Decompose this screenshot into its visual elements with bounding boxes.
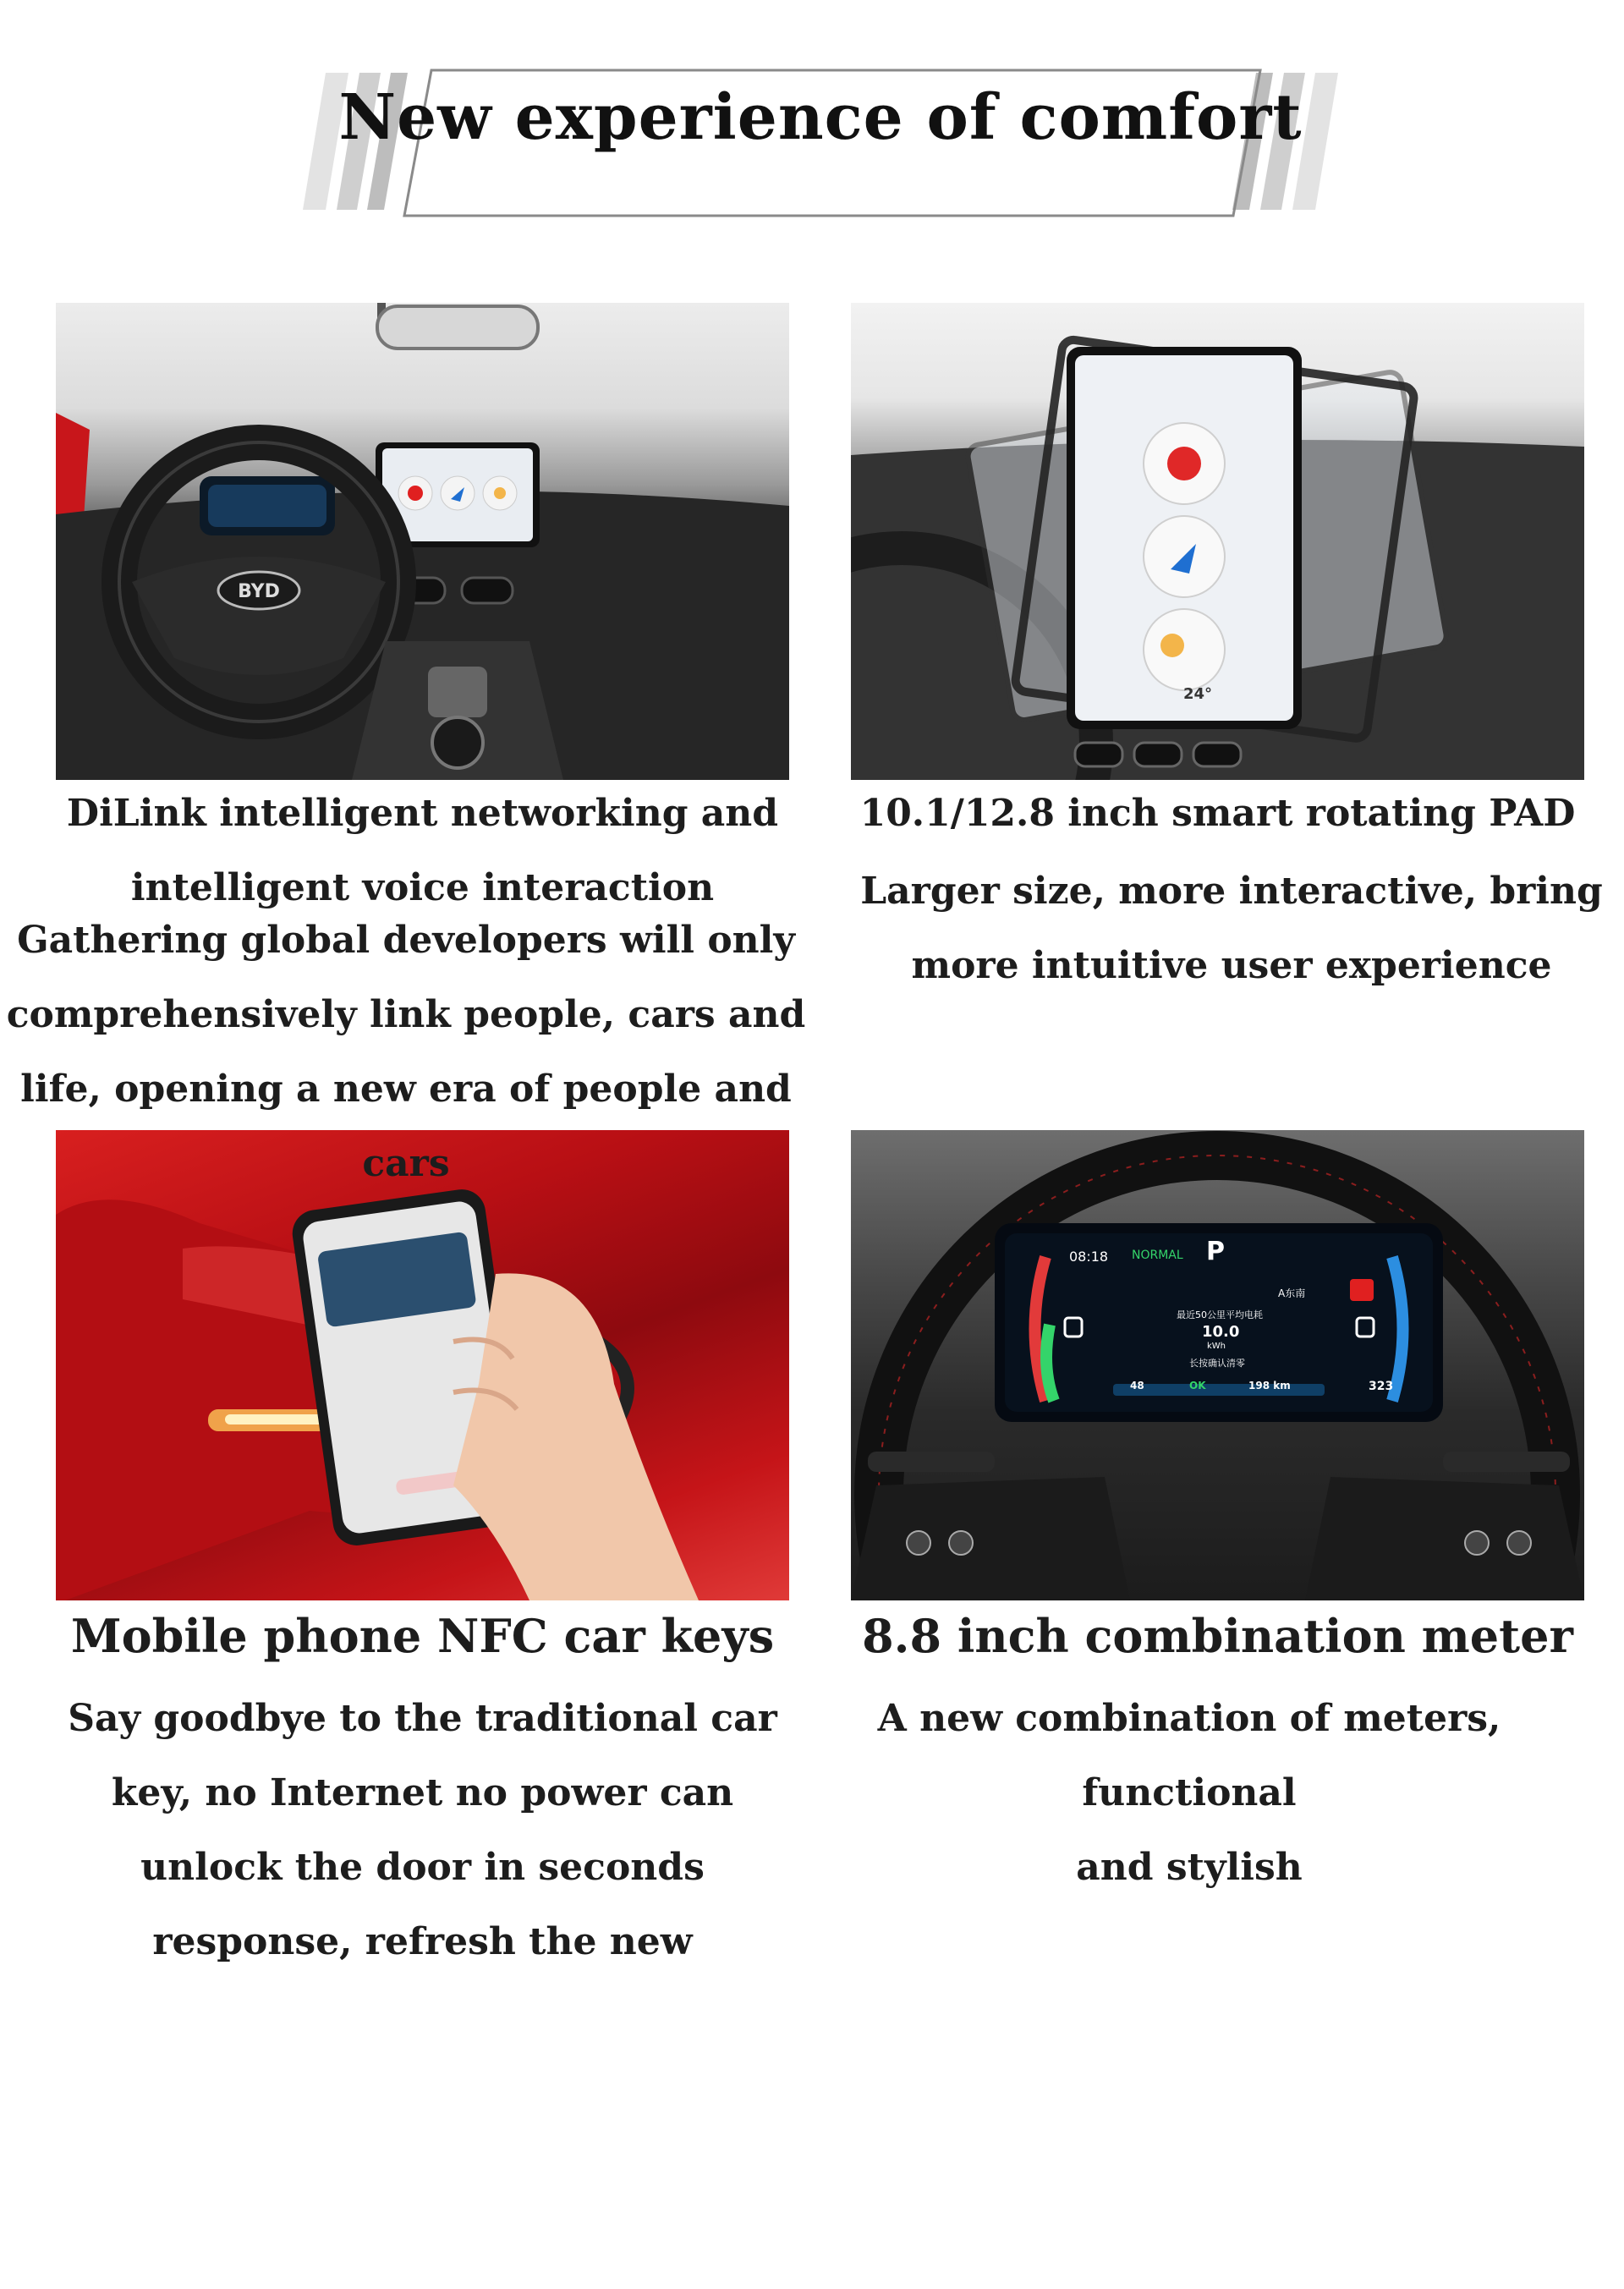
body-line: life, opening a new era of people and cars — [20, 1068, 792, 1185]
cluster-odometer: 323 — [1369, 1380, 1394, 1393]
body-line: Larger size, more interactive, bring — [860, 870, 1603, 913]
feature-meter-heading: 8.8 inch combination meter — [862, 1609, 1573, 1663]
cluster-mode: NORMAL — [1132, 1249, 1183, 1262]
body-line: more intuitive user experience — [911, 944, 1552, 987]
heading-line: DiLink intelligent networking and — [66, 792, 779, 835]
cluster-consumption: 10.0 — [1202, 1323, 1240, 1341]
dashboard-photo — [56, 303, 789, 780]
body-line: Gathering global developers will only — [17, 919, 795, 962]
cluster-range-right: 198 km — [1248, 1380, 1291, 1392]
cluster-direction: A东南 — [1278, 1287, 1306, 1299]
feature-pad-body — [851, 854, 1612, 1003]
feature-pad-heading: 10.1/12.8 inch smart rotating PAD — [859, 792, 1576, 835]
heading-line: intelligent voice interaction — [130, 866, 715, 909]
page-title: New experience of comfort — [338, 81, 1303, 154]
cluster-hint: 长按确认清零 — [1189, 1358, 1245, 1369]
body-line: A new combination of meters, functional — [877, 1697, 1501, 1814]
body-line: Say goodbye to the traditional car — [68, 1697, 777, 1740]
cluster-unit: kWh — [1207, 1342, 1226, 1351]
cluster-gear: P — [1206, 1237, 1225, 1266]
cluster-status: OK — [1189, 1380, 1206, 1392]
body-line: key, no Internet no power can — [111, 1771, 734, 1814]
feature-meter-body — [766, 1682, 1612, 1905]
rotating-pad-photo — [851, 303, 1584, 780]
cluster-notice: 最近50公里平均电耗 — [1177, 1309, 1263, 1320]
feature-nfc-heading: Mobile phone NFC car keys — [70, 1609, 775, 1663]
pad-temperature: 24° — [1183, 685, 1213, 703]
cluster-range-left: 48 — [1130, 1380, 1144, 1392]
cluster-time: 08:18 — [1069, 1249, 1109, 1265]
body-line: response, refresh the new — [152, 1920, 693, 1963]
combination-meter-photo — [851, 1130, 1584, 1600]
svg-text:BYD: BYD — [238, 581, 280, 602]
body-line: comprehensively link people, cars and — [6, 993, 806, 1036]
feature-dilink-body — [0, 903, 812, 1201]
body-line: unlock the door in seconds — [140, 1846, 705, 1889]
body-line: and stylish — [1076, 1846, 1303, 1889]
feature-nfc-body — [56, 1682, 789, 1979]
title-banner — [296, 66, 1345, 222]
